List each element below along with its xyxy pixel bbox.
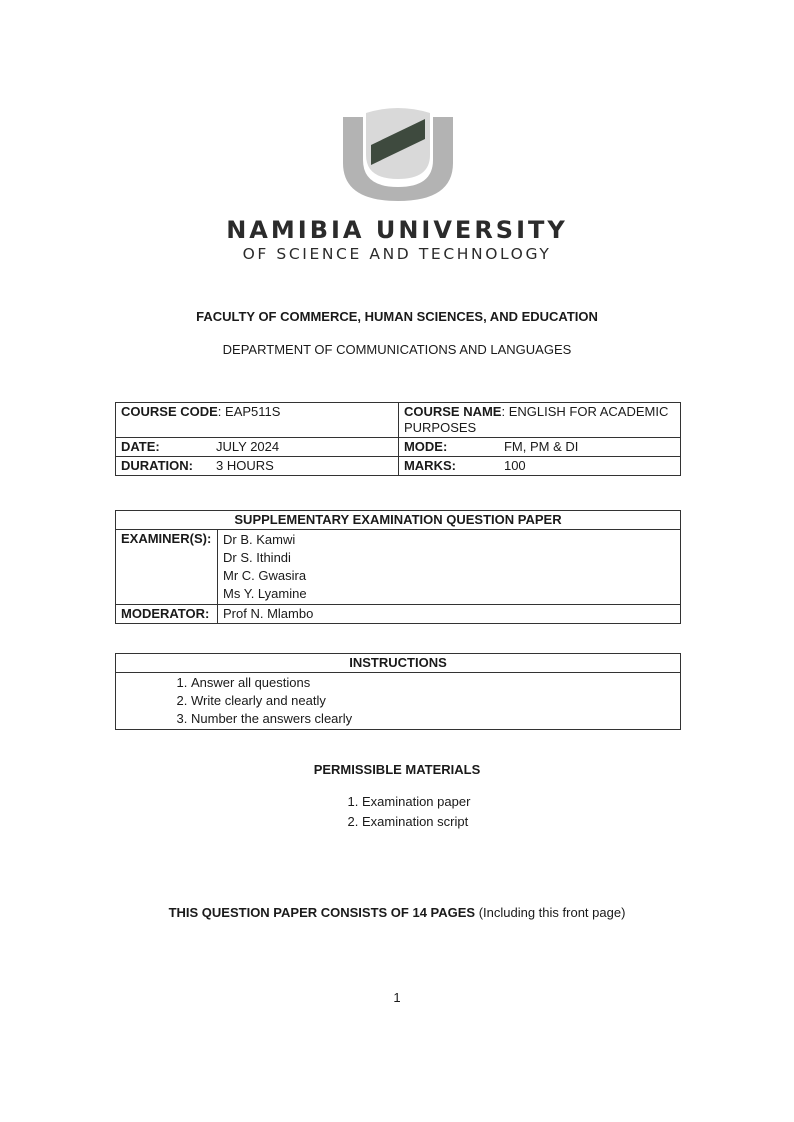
course-name-value: : ENGLISH FOR ACADEMIC PURPOSES [403,404,669,435]
examiner-name: Dr B. Kamwi [223,532,296,547]
course-name-label: COURSE NAME [403,404,502,419]
instructions-list [121,674,675,728]
examiners-list [218,530,681,605]
page-count-note [0,905,794,920]
page-number: 1 [393,990,401,1005]
date-cell [116,438,399,457]
marks-cell [398,457,680,476]
marks-label: MARKS: [403,458,456,473]
examiners-label: EXAMINER(S): [116,530,218,605]
permissible-materials-title: PERMISSIBLE MATERIALS [313,762,481,777]
material-item: 2. Examination script [362,812,470,832]
university-logo-icon [338,105,458,203]
mode-label: MODE: [403,439,448,454]
material-item: 1. Examination paper [362,792,470,812]
duration-value: 3 HOURS [216,458,274,473]
permissible-materials-list [340,792,470,832]
duration-label: DURATION: [121,458,193,473]
course-name-cell [398,403,680,438]
instructions-body [116,673,681,730]
mode-value: FM, PM & DI [503,439,579,454]
course-code-cell [116,403,399,438]
instructions-table [115,653,681,730]
mode-cell [398,438,680,457]
instruction-item: 2. Write clearly and neatly [191,692,675,710]
faculty-title: FACULTY OF COMMERCE, HUMAN SCIENCES, AND EDUCATION [196,309,598,324]
instruction-item: 3. Number the answers clearly [191,710,675,728]
course-code-label: COURSE CODE [121,404,218,419]
examiner-name: Mr C. Gwasira [223,568,307,583]
moderator-name: Prof N. Mlambo [218,605,681,624]
course-code-value: : EAP511S [217,404,281,419]
marks-value: 100 [503,458,526,473]
page-count-normal: (Including this front page) [475,905,626,920]
course-info-table [115,402,681,476]
examiners-table [115,510,681,624]
examiner-name: Ms Y. Lyamine [223,586,307,601]
instruction-item: 1. Answer all questions [191,674,675,692]
instructions-title: INSTRUCTIONS [116,654,681,673]
university-subname: OF SCIENCE AND TECHNOLOGY [242,245,552,263]
examiner-name: Dr S. Ithindi [223,550,291,565]
duration-cell [116,457,399,476]
university-name: NAMIBIA UNIVERSITY [226,216,568,244]
date-value: JULY 2024 [216,439,280,454]
department-title: DEPARTMENT OF COMMUNICATIONS AND LANGUAGES [222,342,572,357]
date-label: DATE: [121,439,160,454]
moderator-label: MODERATOR: [116,605,218,624]
exam-paper-title: SUPPLEMENTARY EXAMINATION QUESTION PAPER [116,511,681,530]
page-count-bold: THIS QUESTION PAPER CONSISTS OF 14 PAGES [168,905,476,920]
